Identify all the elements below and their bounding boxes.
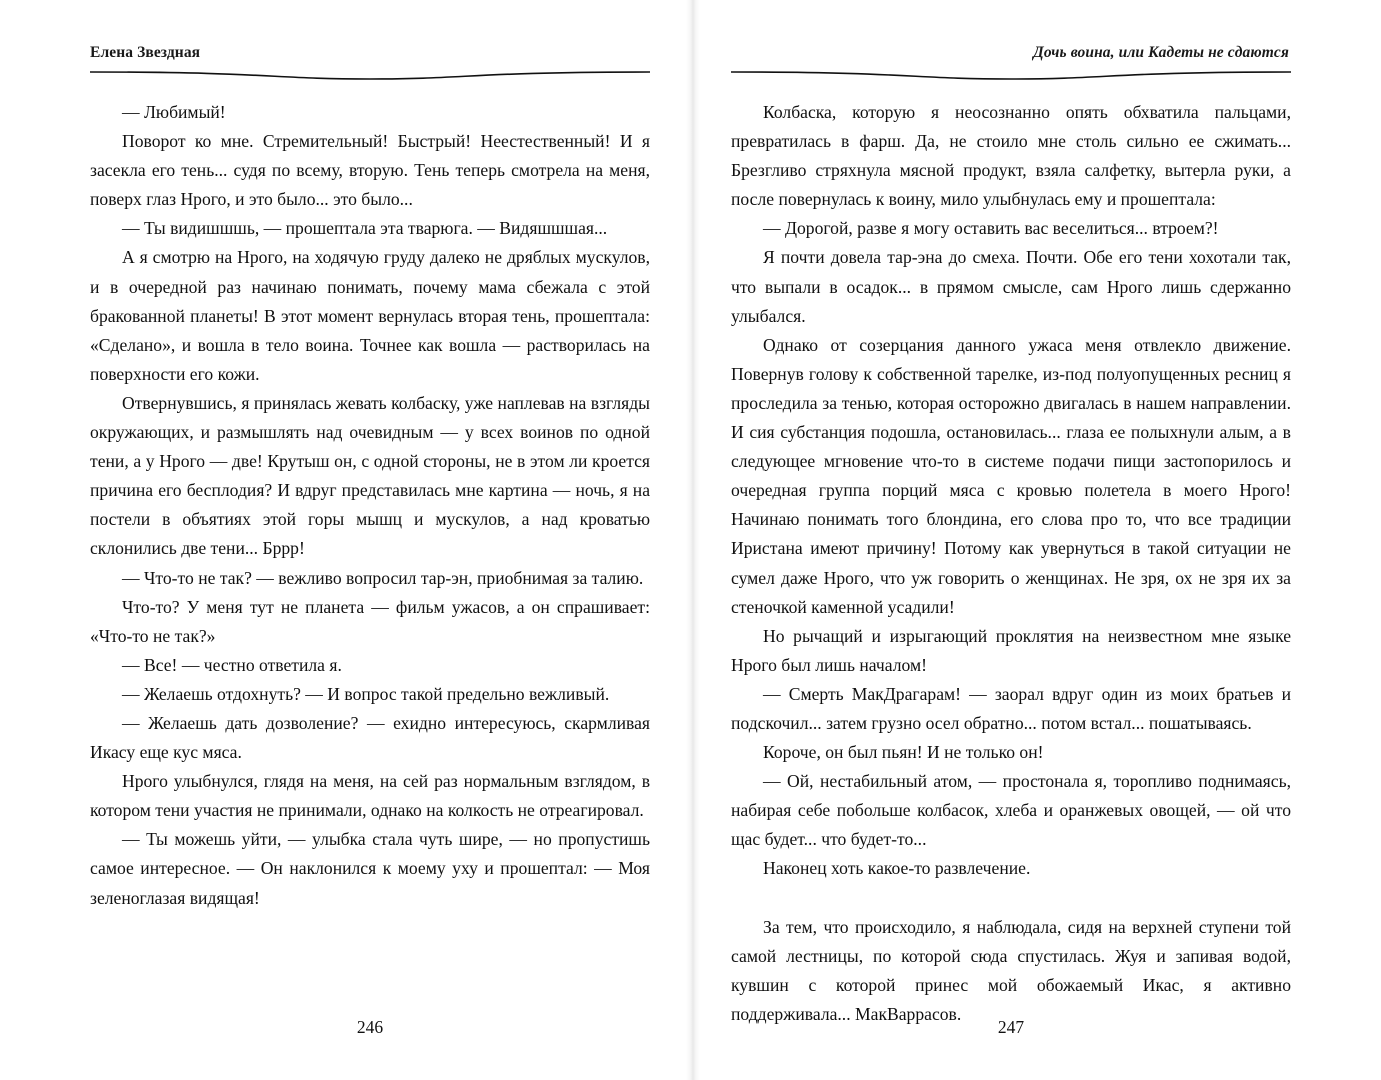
paragraph: — Все! — честно ответила я. xyxy=(122,654,342,675)
paragraph: Но рычащий и изрыгающий проклятия на неизвестном мне языке Нрого был лишь началом! xyxy=(731,625,1291,675)
right-page xyxy=(691,0,1381,1080)
paragraph: — Ой, нестабильный атом, — простонала я, торопливо поднимаясь, набирая себе побольше колбасок, хлеба и оранжевых овощей, — ой что щас будет... что будет-то... xyxy=(731,771,1291,850)
header-rule-ornament-icon xyxy=(731,70,1291,84)
paragraph: Наконец хоть какое-то развлечение. xyxy=(763,858,1031,879)
running-head-title: Дочь воина, или Кадеты не сдаются xyxy=(1033,44,1289,61)
paragraph: Короче, он был пьян! И не только он! xyxy=(763,742,1044,763)
paragraph: — Ты можешь уйти, — улыбка стала чуть шире, — но пропустишь самое интересное. — Он наклонился к моему уху и прошептал: — Моя зеленоглазая видящая! xyxy=(90,829,650,908)
paragraph: — Желаешь отдохнуть? — И вопрос такой предельно вежливый. xyxy=(122,683,610,704)
paragraph: — Ты видишшшь, — прошептала эта тварюга. — Видяшшшая... xyxy=(122,218,608,239)
paragraph: — Смерть МакДрагарам! — заорал вдруг один из моих братьев и подскочил... затем грузно осел обратно... потом встал... пошатываясь. xyxy=(731,683,1291,733)
left-page xyxy=(0,0,690,1080)
paragraph: — Любимый! xyxy=(122,102,226,122)
paragraph: Поворот ко мне. Стремительный! Быстрый! Неестественный! И я засекла его тень... судя по всему, вторую. Тень теперь смотрела на меня, поверх глаз Нрого, и это было... это было... xyxy=(90,131,650,210)
page-number-right: 247 xyxy=(997,1017,1025,1037)
left-page-textblock xyxy=(90,98,650,913)
paragraph: Я почти довела тар-эна до смеха. Почти. Обе его тени хохотали так, что выпали в осадок... в прямом смысле, сам Нрого лишь сдержанно улыбался. xyxy=(731,247,1291,326)
paragraph: Отвернувшись, я принялась жевать колбаску, уже наплевав на взгляды окружающих, и размышлять над очевидным — у всех воинов по одной тени, а у Нрого — две! Крутыш он, с одной стороны, не в этом ли кроется причина его бесплодия? И вдруг представилась мне картина — ночь, я на постели в объятиях этой горы мышц и мускулов, а над кроватью склонились две тени... Бррр! xyxy=(90,392,650,559)
paragraph: Однако от созерцания данного ужаса меня отвлекло движение. Повернув голову к собственной тарелке, из-под полуопущенных ресниц я проследила за тенью, которая осторожно двигалась в нашем направлении. И сия субстанция подошла, остановилась... глаза ее полыхнули алым, а в следующее мгновение что-то в системе подачи пищи застопорилось и очередная группа порций мяса с кровью полетела в моего Нрого! Начинаю понимать того блондина, его слова про то, что все традиции Иристана имеют причину! Потому как увернуться в такой ситуации не сумел даже Нрого, что уж говорить о женщинах. Не зря, ох не зря их за стеночкой каменной усадили! xyxy=(731,334,1291,617)
running-head-author: Елена Звездная xyxy=(90,44,201,61)
paragraph: Нрого улыбнулся, глядя на меня, на сей раз нормальным взглядом, в котором тени участия не принимали, однако на колкость не отреагировал. xyxy=(90,771,650,821)
page-number-left: 246 xyxy=(356,1017,384,1037)
paragraph: Что-то? У меня тут не планета — фильм ужасов, а он спрашивает: «Что-то не так?» xyxy=(90,596,650,646)
right-page-textblock xyxy=(731,98,1291,1029)
header-rule-right xyxy=(731,70,1291,84)
header-rule-left xyxy=(90,70,650,84)
header-rule-ornament-icon xyxy=(90,70,650,84)
paragraph: — Что-то не так? — вежливо вопросил тар-эн, приобнимая за талию. xyxy=(122,567,644,588)
paragraph: За тем, что происходило, я наблюдала, сидя на верхней ступени той самой лестницы, по которой сюда спустилась. Жуя и запивая водой, кувшин с которой принес мой обожаемый Икас, я активно поддерживала... МакВаррасов. xyxy=(731,916,1291,1024)
paragraph: Колбаска, которую я неосознанно опять обхватила пальцами, превратилась в фарш. Да, не стоило мне столь сильно ее сжимать... Брезгливо стряхнула мясной продукт, взяла салфетку, вытерла руки, а после повернулась к воину, мило улыбнулась ему и прошептала: xyxy=(731,102,1291,210)
paragraph: — Желаешь дать дозволение? — ехидно интересуюсь, скармливая Икасу еще кус мяса. xyxy=(90,712,650,763)
paragraph: А я смотрю на Нрого, на ходячую груду далеко не дряблых мускулов, и в очередной раз начинаю понимать, почему мама сбежала с этой бракованной планеты! В этот момент вернулась вторая тень, прошептала: «Сделано», и вошла в тело воина. Точнее как вошла — растворилась на поверхности его кожи. xyxy=(90,247,650,384)
paragraph: — Дорогой, разве я могу оставить вас веселиться... втроем?! xyxy=(763,218,1219,239)
